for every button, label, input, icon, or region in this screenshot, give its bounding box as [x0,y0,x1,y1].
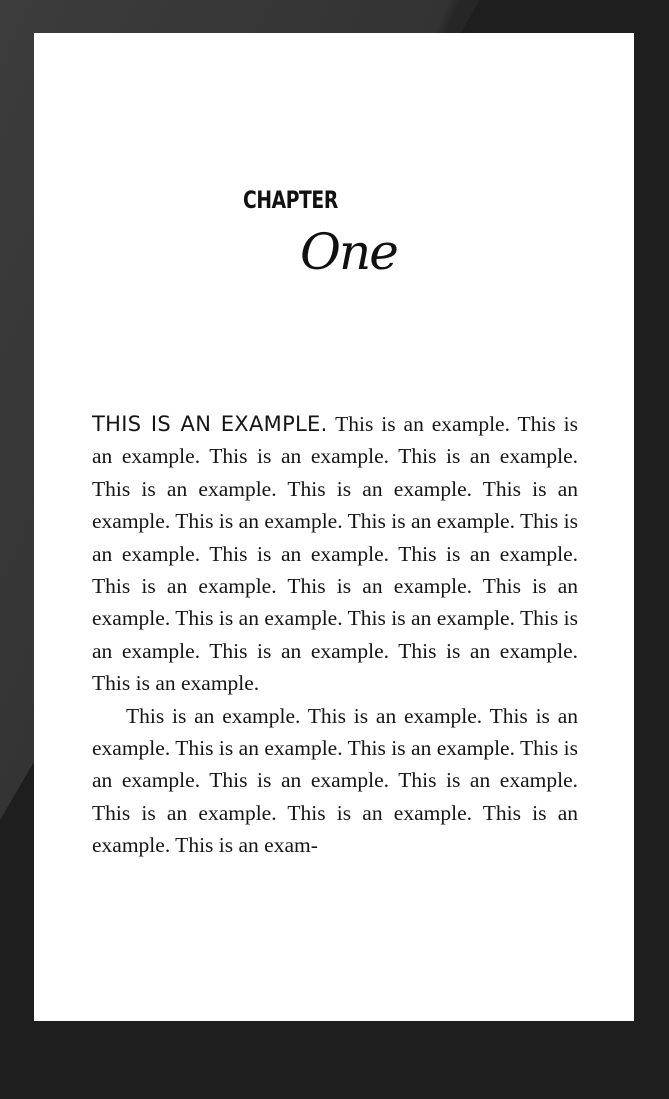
paragraph-1 [92,408,578,700]
paragraph-1-text: This is an example. This is an example. This is an example. This is an example. This is an example. This is an example. This is an example. This is an example. This is an example. This is an example. This is an example. This is an example. This is an example. This is an example. This is an example. This is an example. This is an example. This is an example. This is an example. This is an example. This is an example. [92,412,578,696]
paragraph-2: This is an example. This is an example. This is an example. This is an example. This is an example. This is an example. This is an example. This is an example. This is an example. This is an example. This is an example. This is an exam- [92,703,578,858]
chapter-number: One [300,223,397,281]
book-page[interactable] [34,33,634,1021]
chapter-text [92,408,578,862]
chapter-label: CHAPTER [243,186,338,214]
paragraph-lead-in: THIS IS AN EXAMPLE. [92,412,328,436]
